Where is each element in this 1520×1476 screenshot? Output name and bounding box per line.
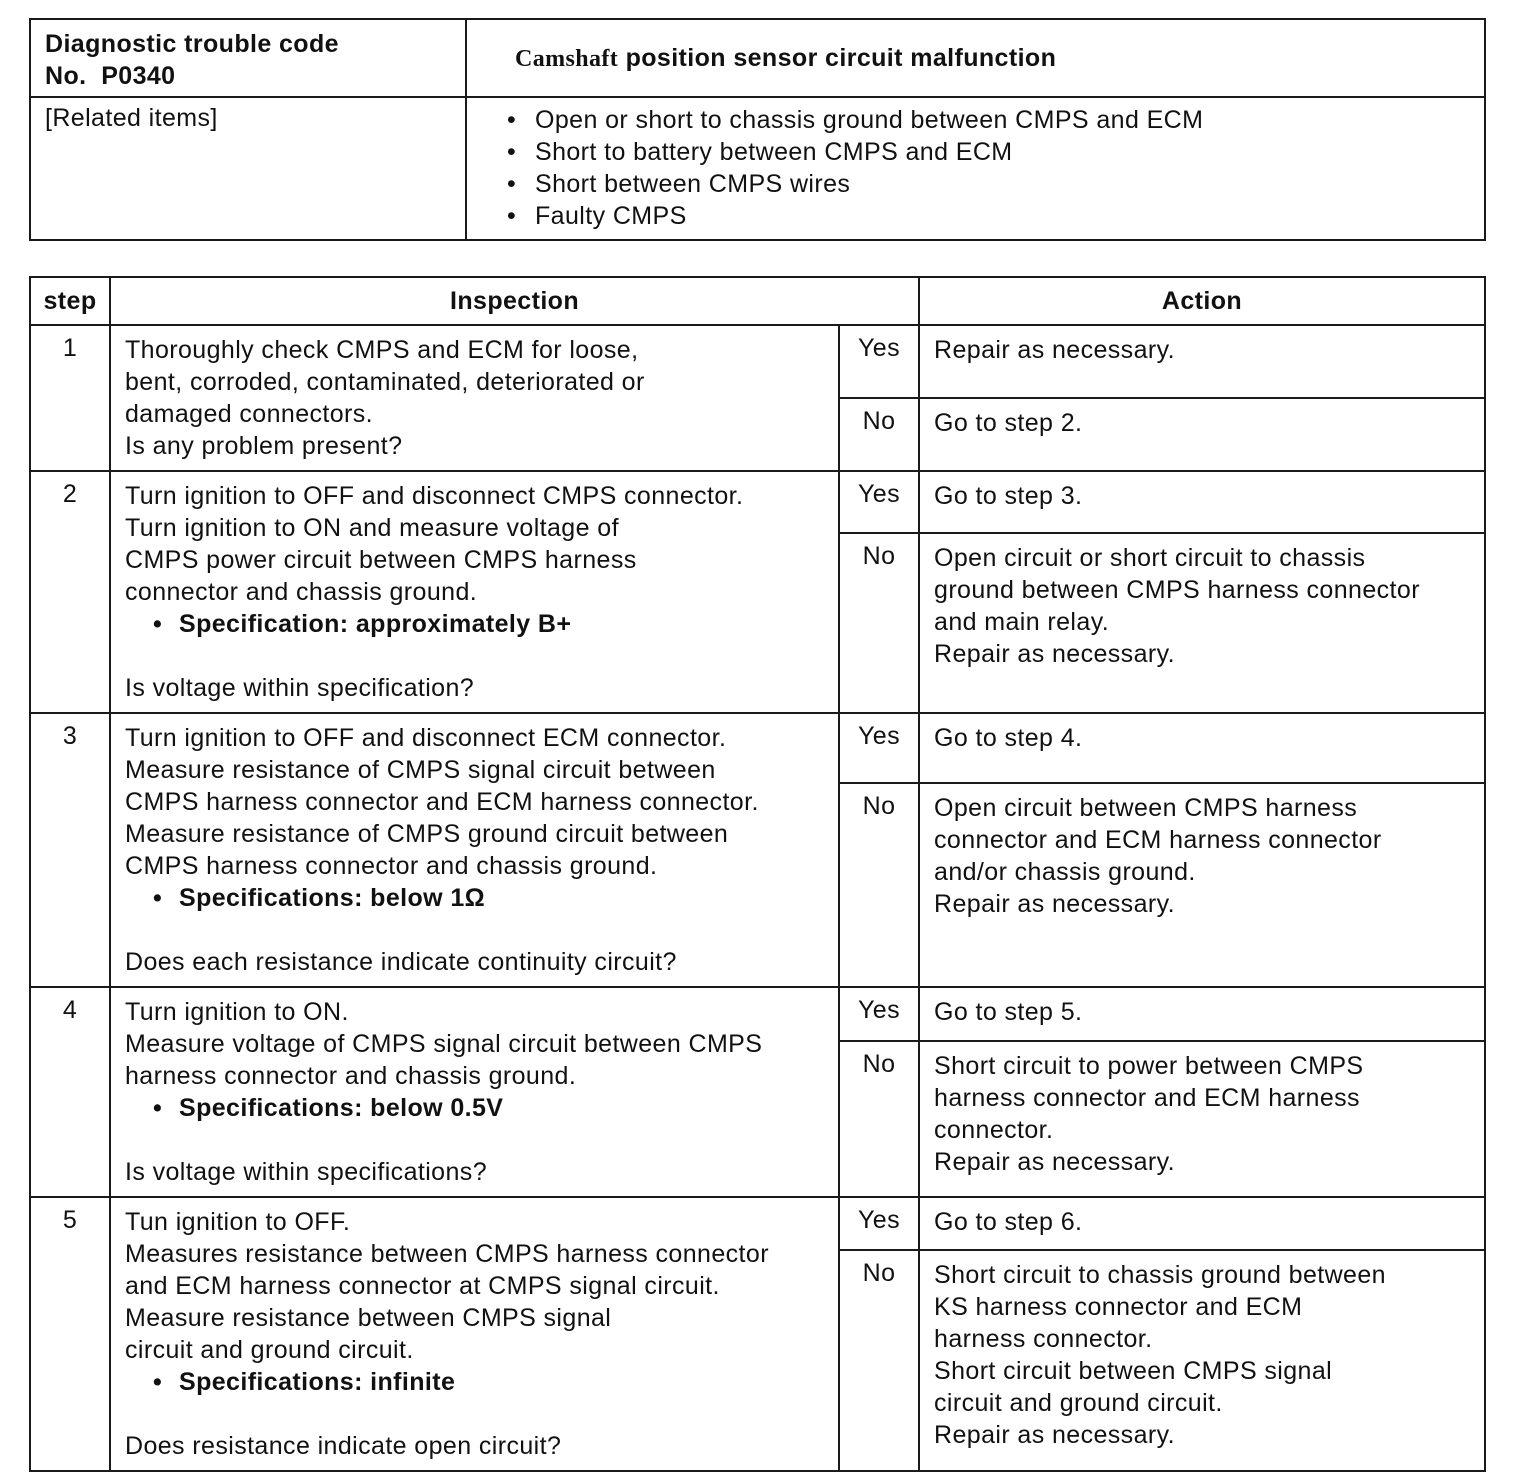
step-number: 1 xyxy=(30,325,110,471)
dtc-title-rest: position sensor circuit malfunction xyxy=(625,44,1057,72)
inspection-line: damaged connectors. xyxy=(125,400,374,428)
step-inspection xyxy=(110,325,839,471)
bullet-icon: • xyxy=(153,1094,163,1122)
related-item: • Short between CMPS wires xyxy=(507,168,1444,200)
action-line: Short circuit to power between CMPS xyxy=(934,1051,1364,1080)
inspection-line: CMPS harness connector and ECM harness connector. xyxy=(125,788,759,816)
inspection-line: CMPS power circuit between CMPS harness xyxy=(125,546,637,574)
table-row xyxy=(30,325,1485,398)
inspection-line: CMPS harness connector and chassis ground. xyxy=(125,852,658,880)
yes-action xyxy=(919,713,1485,783)
bullet-icon: • xyxy=(153,884,163,912)
table-row xyxy=(30,1197,1485,1250)
action-line: connector and ECM harness connector xyxy=(934,825,1382,854)
inspection-line: Measures resistance between CMPS harness connector xyxy=(125,1240,769,1268)
diagnostic-procedure-table xyxy=(29,276,1486,1472)
yes-action xyxy=(919,471,1485,533)
column-header-inspection: Inspection xyxy=(110,277,919,325)
related-item: • Faulty CMPS xyxy=(507,200,1444,232)
yes-label: Yes xyxy=(839,1197,919,1250)
specification xyxy=(125,1366,824,1398)
action-line: Go to step 4. xyxy=(934,724,1083,752)
inspection-line: Is any problem present? xyxy=(125,432,403,460)
no-label: No xyxy=(839,1250,919,1471)
no-label: No xyxy=(839,533,919,713)
specification-text: Specification: approximately B+ xyxy=(179,610,572,638)
column-header-step: step xyxy=(30,277,110,325)
action-line: Short circuit between CMPS signal xyxy=(934,1356,1333,1385)
bullet-icon: • xyxy=(153,610,163,638)
specification-text: Specifications: below 1Ω xyxy=(179,884,486,912)
action-line: ground between CMPS harness connector xyxy=(934,575,1420,604)
dtc-number-label: No. xyxy=(45,62,87,90)
inspection-line: Turn ignition to ON. xyxy=(125,998,349,1026)
inspection-line: harness connector and chassis ground. xyxy=(125,1062,577,1090)
specification xyxy=(125,608,824,640)
related-items-cell xyxy=(466,97,1485,240)
action-line: Repair as necessary. xyxy=(934,336,1175,364)
related-items-label-cell xyxy=(30,97,466,240)
table-header-row xyxy=(30,277,1485,325)
dtc-code-cell xyxy=(30,19,466,97)
action-line: Open circuit between CMPS harness xyxy=(934,793,1358,822)
bullet-icon: • xyxy=(153,1368,163,1396)
yes-label: Yes xyxy=(839,325,919,398)
dtc-number-line xyxy=(45,60,451,92)
action-line: and/or chassis ground. xyxy=(934,857,1196,886)
specification xyxy=(125,1092,824,1124)
action-line: harness connector. xyxy=(934,1324,1153,1353)
dtc-header-table xyxy=(29,18,1486,241)
inspection-line: Measure voltage of CMPS signal circuit between CMPS xyxy=(125,1030,763,1058)
inspection-line: Measure resistance between CMPS signal xyxy=(125,1304,612,1332)
dtc-title-lead: Camshaft xyxy=(515,46,619,72)
action-line: Repair as necessary. xyxy=(934,639,1175,668)
no-label: No xyxy=(839,1041,919,1197)
inspection-line: bent, corroded, contaminated, deteriorated or xyxy=(125,368,645,396)
inspection-line: connector and chassis ground. xyxy=(125,578,478,606)
action-line: Repair as necessary. xyxy=(934,889,1175,918)
inspection-line: circuit and ground circuit. xyxy=(125,1336,414,1364)
yes-action xyxy=(919,987,1485,1041)
related-items-list xyxy=(507,104,1444,232)
related-item: • Open or short to chassis ground between CMPS and ECM xyxy=(507,104,1444,136)
table-row xyxy=(30,471,1485,533)
specification-text: Specifications: infinite xyxy=(179,1368,456,1396)
action-line: and main relay. xyxy=(934,607,1110,636)
yes-action xyxy=(919,1197,1485,1250)
no-label: No xyxy=(839,398,919,471)
dtc-number: P0340 xyxy=(101,62,176,90)
no-label: No xyxy=(839,783,919,987)
step-number: 2 xyxy=(30,471,110,713)
inspection-line: Measure resistance of CMPS ground circuit between xyxy=(125,820,729,848)
inspection-line: Turn ignition to ON and measure voltage of xyxy=(125,514,619,542)
step-number: 4 xyxy=(30,987,110,1197)
table-row xyxy=(30,713,1485,783)
action-line: harness connector and ECM harness xyxy=(934,1083,1360,1112)
no-action xyxy=(919,1041,1485,1197)
no-action xyxy=(919,398,1485,471)
action-line: connector. xyxy=(934,1115,1054,1144)
yes-label: Yes xyxy=(839,713,919,783)
step-inspection xyxy=(110,471,839,713)
no-action xyxy=(919,1250,1485,1471)
action-line: Open circuit or short circuit to chassis xyxy=(934,543,1366,572)
inspection-question: Is voltage within specifications? xyxy=(125,1158,487,1186)
action-line: KS harness connector and ECM xyxy=(934,1292,1303,1321)
step-number: 5 xyxy=(30,1197,110,1471)
inspection-line: Tun ignition to OFF. xyxy=(125,1208,351,1236)
specification-text: Specifications: below 0.5V xyxy=(179,1094,504,1122)
action-line: Go to step 2. xyxy=(934,409,1083,437)
step-inspection xyxy=(110,987,839,1197)
inspection-question: Is voltage within specification? xyxy=(125,674,475,702)
related-item: • Short to battery between CMPS and ECM xyxy=(507,136,1444,168)
action-line: circuit and ground circuit. xyxy=(934,1388,1223,1417)
inspection-line: Measure resistance of CMPS signal circuit between xyxy=(125,756,716,784)
action-line: Repair as necessary. xyxy=(934,1147,1175,1176)
inspection-line: Thoroughly check CMPS and ECM for loose, xyxy=(125,336,639,364)
inspection-line: Turn ignition to OFF and disconnect ECM connector. xyxy=(125,724,727,752)
dtc-label: Diagnostic trouble code xyxy=(45,30,339,58)
specification xyxy=(125,882,824,914)
step-inspection xyxy=(110,1197,839,1471)
action-line: Go to step 5. xyxy=(934,998,1083,1026)
no-action xyxy=(919,533,1485,713)
action-line: Go to step 3. xyxy=(934,482,1083,510)
dtc-title-cell xyxy=(466,19,1485,97)
no-action xyxy=(919,783,1485,987)
column-header-action: Action xyxy=(919,277,1485,325)
action-line: Go to step 6. xyxy=(934,1208,1083,1236)
action-line: Short circuit to chassis ground between xyxy=(934,1260,1386,1289)
inspection-question: Does resistance indicate open circuit? xyxy=(125,1432,562,1460)
yes-action xyxy=(919,325,1485,398)
related-items-label: [Related items] xyxy=(45,104,218,132)
inspection-question: Does each resistance indicate continuity circuit? xyxy=(125,948,677,976)
yes-label: Yes xyxy=(839,471,919,533)
step-inspection xyxy=(110,713,839,987)
inspection-line: and ECM harness connector at CMPS signal circuit. xyxy=(125,1272,720,1300)
yes-label: Yes xyxy=(839,987,919,1041)
inspection-line: Turn ignition to OFF and disconnect CMPS connector. xyxy=(125,482,744,510)
step-number: 3 xyxy=(30,713,110,987)
action-line: Repair as necessary. xyxy=(934,1420,1175,1449)
table-row xyxy=(30,987,1485,1041)
